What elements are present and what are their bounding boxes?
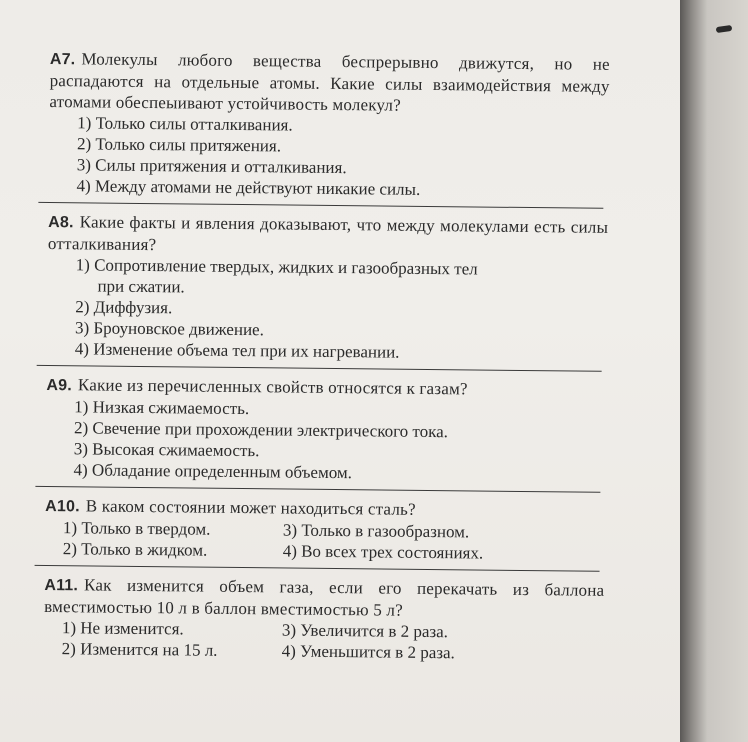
option: 3) Только в газообразном. bbox=[282, 520, 470, 542]
question-a7 bbox=[48, 48, 610, 202]
question-a10-number: А10. bbox=[45, 497, 80, 516]
option: 1) Только силы отталкивания. bbox=[77, 113, 293, 135]
question-a11-text bbox=[44, 574, 604, 623]
question-a8-options bbox=[75, 254, 608, 365]
question-a11 bbox=[44, 574, 605, 665]
document bbox=[44, 48, 610, 665]
option: 3) Увеличится в 2 раза. bbox=[281, 620, 449, 642]
option: 4) Изменение объема тел при их нагревании. bbox=[74, 339, 400, 362]
option: 3) Высокая сжимаемость. bbox=[73, 439, 260, 461]
question-a9-options bbox=[73, 396, 606, 486]
option: 2) Только силы притяжения. bbox=[76, 134, 282, 156]
question-a7-body: Молекулы любого вещества беспрерывно движутся, но не распадаются на отдельные атомы. Какие силы взаимодействия между атомами обеспеыивают устойчивость молекул? bbox=[49, 49, 610, 115]
option: 4) Обладание определенным объемом. bbox=[73, 460, 353, 483]
separator bbox=[35, 565, 600, 572]
separator bbox=[37, 365, 602, 372]
option: 3) Силы притяжения и отталкивания. bbox=[76, 155, 347, 178]
separator bbox=[38, 202, 603, 209]
option: 1) Не изменится. bbox=[61, 618, 184, 639]
question-a7-number: А7. bbox=[49, 50, 76, 69]
question-a8-number: А8. bbox=[48, 213, 74, 232]
option: 2) Только в жидком. bbox=[62, 539, 208, 560]
option: 1) Низкая сжимаемость. bbox=[74, 397, 250, 419]
question-a7-text bbox=[49, 48, 610, 118]
question-a8-text bbox=[48, 211, 608, 260]
question-a10-body: В каком состоянии может находиться сталь? bbox=[85, 496, 416, 519]
option: 2) Свечение при прохождении электрического тока. bbox=[73, 418, 449, 442]
option: 2) Диффузия. bbox=[75, 297, 173, 318]
question-a7-options bbox=[76, 112, 609, 202]
book-spine bbox=[680, 0, 748, 742]
question-a11-number: А11. bbox=[44, 576, 79, 595]
option: 4) Уменьшится в 2 раза. bbox=[281, 641, 455, 663]
option-text: 1) Сопротивление твердых, жидких и газообразных тел bbox=[75, 255, 478, 279]
question-a9-number: А9. bbox=[46, 376, 73, 395]
question-a11-body: Как изменится объем газа, если его перекачать из баллона вместимостью 10 л в баллон вместимостью 5 л? bbox=[44, 575, 605, 620]
option bbox=[75, 254, 607, 302]
option: 3) Броуновское движение. bbox=[74, 318, 264, 340]
option: 1) Только в твердом. bbox=[62, 518, 211, 539]
option: 4) Между атомами не действуют никакие силы. bbox=[76, 176, 421, 199]
question-a10-options bbox=[63, 517, 605, 565]
option: 2) Изменится на 15 л. bbox=[61, 639, 218, 660]
option-continuation: при сжатии. bbox=[97, 276, 185, 297]
separator bbox=[35, 486, 600, 493]
question-a11-options bbox=[62, 617, 604, 665]
question-a9-body: Какие из перечисленных свойств относятся к газам? bbox=[77, 375, 468, 399]
question-a9 bbox=[45, 374, 606, 486]
question-a8 bbox=[47, 211, 609, 365]
question-a8-body: Какие факты и явления доказывают, что между молекулами есть силы отталкивания? bbox=[47, 212, 609, 255]
question-a10 bbox=[45, 495, 606, 565]
option: 4) Во всех трех состояниях. bbox=[282, 541, 484, 563]
